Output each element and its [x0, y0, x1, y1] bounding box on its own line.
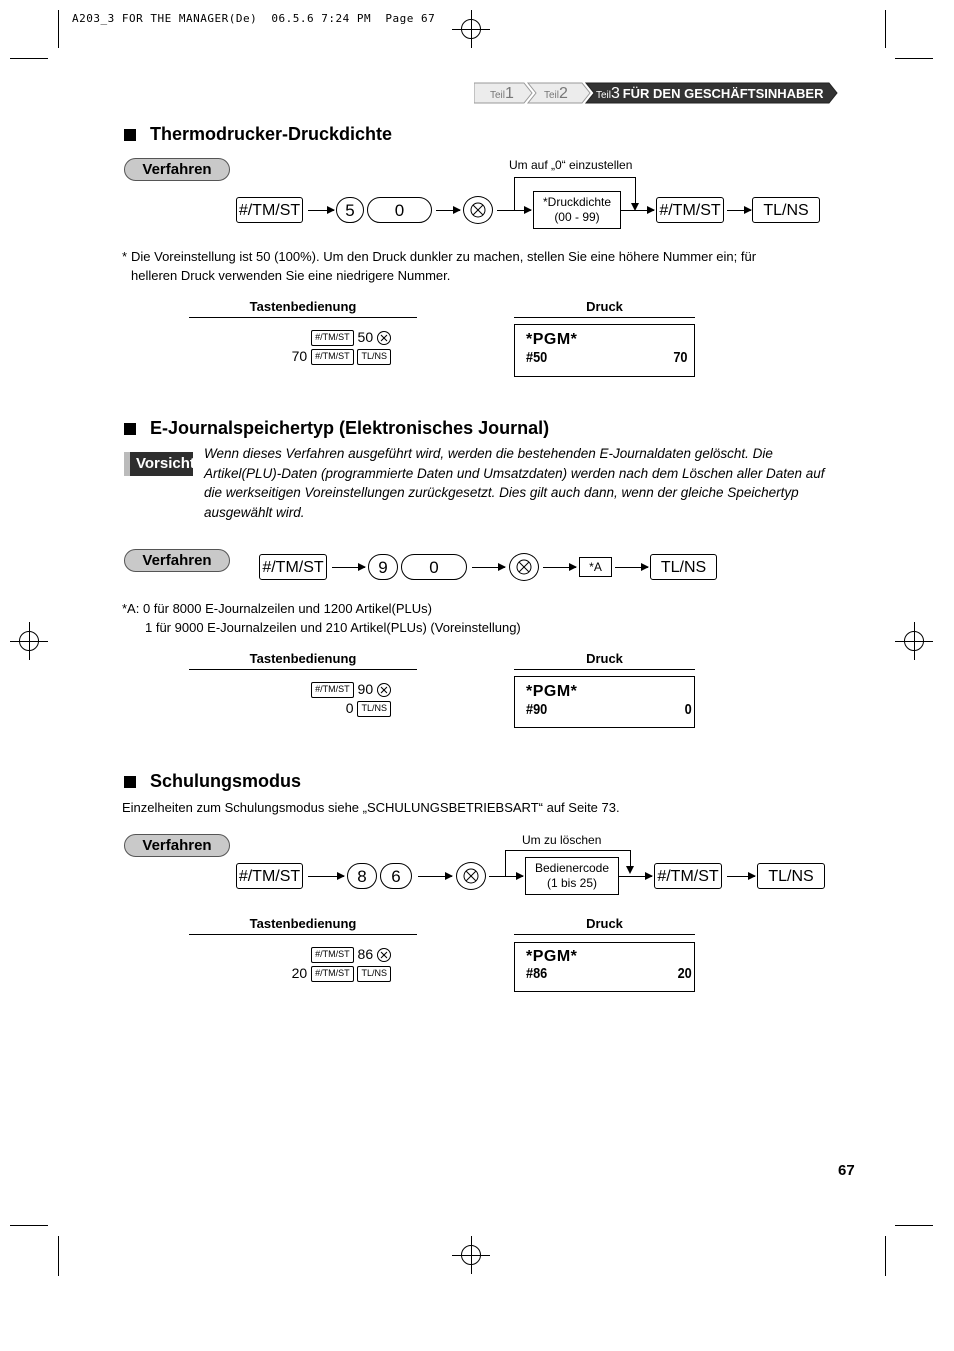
registration-mark-top — [452, 10, 490, 48]
vorsicht-badge: Vorsicht — [124, 452, 193, 476]
mini-key-tl-ns: TL/NS — [357, 701, 391, 717]
section-title-schulungsmodus: Schulungsmodus — [124, 771, 301, 792]
loop-label: Um auf „0“ einzustellen — [509, 158, 633, 172]
option-a-box: *A — [579, 557, 612, 577]
key-digit-9[interactable]: 9 — [368, 554, 398, 580]
receipt-printout: *PGM* #50 70 — [514, 324, 695, 377]
tab-teil2[interactable]: Teil2 — [544, 85, 568, 102]
druck-header: Druck — [514, 916, 695, 935]
druckdichte-input-box: *Druckdichte (00 - 99) — [533, 191, 621, 229]
footnote-star: * — [122, 249, 128, 264]
mini-key-tl-ns: TL/NS — [357, 966, 391, 982]
schulungsmodus-intro: Einzelheiten zum Schulungsmodus siehe „SCHULUNGSBETRIEBSART“ auf Seite 73. — [122, 800, 620, 815]
verfahren-badge: Verfahren — [124, 158, 230, 181]
mini-key-tm-st: #/TM/ST — [311, 330, 354, 346]
key-sequence-line1: #/TM/ST 86 — [250, 945, 391, 964]
key-sequence-line1: #/TM/ST 50 — [250, 328, 391, 347]
tastenbedienung-header: Tastenbedienung — [189, 916, 417, 935]
tastenbedienung-header: Tastenbedienung — [189, 651, 417, 670]
multiply-key-icon[interactable] — [456, 862, 486, 890]
druck-header: Druck — [514, 299, 695, 318]
print-header: A203_3 FOR THE MANAGER(De) 06.5.6 7:24 PM Page 67 — [72, 12, 436, 25]
mini-key-tm-st: #/TM/ST — [311, 682, 354, 698]
key-sequence-line2: 0 TL/NS — [250, 699, 391, 718]
mini-multiply-icon — [377, 683, 391, 697]
key-tm-st[interactable]: #/TM/ST — [236, 197, 303, 223]
mini-key-tm-st: #/TM/ST — [311, 947, 354, 963]
receipt-printout: *PGM* #90 0 — [514, 676, 695, 728]
key-sequence-line2: 20 #/TM/ST TL/NS — [250, 964, 391, 983]
tab-teil1[interactable]: Teil1 — [490, 85, 514, 102]
loop-label: Um zu löschen — [522, 833, 602, 847]
registration-mark-right — [895, 622, 933, 660]
verfahren-badge: Verfahren — [124, 549, 230, 572]
key-tm-st[interactable]: #/TM/ST — [236, 863, 303, 889]
key-digit-0[interactable]: 0 — [367, 197, 432, 223]
key-tl-ns[interactable]: TL/NS — [752, 197, 820, 223]
page-number: 67 — [838, 1162, 855, 1179]
warning-text: Wenn dieses Verfahren ausgeführt wird, werden die bestehenden E-Journaldaten gelöscht. Die Artikel(PLU)-Daten (programmierte Daten und Umsatzdaten) werden nach dem Löschen aller Daten auf die werkseitigen Voreinstellungen zurückgesetzt. Dies gilt auch dann, wenn der gleiche Speichertyp ausgewählt wird. — [204, 446, 825, 520]
tastenbedienung-header: Tastenbedienung — [189, 299, 417, 318]
key-tm-st-2[interactable]: #/TM/ST — [654, 863, 722, 889]
mini-multiply-icon — [377, 331, 391, 345]
key-digit-8[interactable]: 8 — [347, 863, 377, 889]
key-tm-st[interactable]: #/TM/ST — [259, 554, 327, 580]
section-title-druckdichte: Thermodrucker-Druckdichte — [124, 124, 392, 145]
key-tl-ns[interactable]: TL/NS — [650, 554, 717, 580]
key-sequence-line2: 70 #/TM/ST TL/NS — [250, 347, 391, 366]
mini-key-tl-ns: TL/NS — [357, 349, 391, 365]
section-title-ejournal: E-Journalspeichertyp (Elektronisches Journal) — [124, 418, 549, 439]
option-a-note-2: 1 für 9000 E-Journalzeilen und 210 Artikel(PLUs) (Voreinstellung) — [145, 620, 521, 635]
footnote-text: Die Voreinstellung ist 50 (100%). Um den Druck dunkler zu machen, stellen Sie eine höhere Nummer ein; für helleren Druck verwenden Sie eine niedrigere Nummer. — [131, 249, 757, 283]
mini-key-tm-st: #/TM/ST — [311, 349, 354, 365]
key-digit-5[interactable]: 5 — [336, 197, 364, 223]
multiply-key-icon[interactable] — [463, 196, 493, 224]
registration-mark-left — [10, 622, 48, 660]
option-a-note-1: *A: 0 für 8000 E-Journalzeilen und 1200 Artikel(PLUs) — [122, 601, 433, 616]
tab-teil3[interactable]: Teil3 FÜR DEN GESCHÄFTSINHABER — [596, 85, 824, 102]
verfahren-badge: Verfahren — [124, 834, 230, 857]
key-digit-6[interactable]: 6 — [380, 863, 412, 889]
bedienercode-input-box: Bedienercode (1 bis 25) — [525, 857, 619, 895]
key-sequence-line1: #/TM/ST 90 — [250, 680, 391, 699]
key-digit-0[interactable]: 0 — [401, 554, 467, 580]
receipt-printout: *PGM* #86 20 — [514, 942, 695, 992]
key-tl-ns[interactable]: TL/NS — [757, 863, 825, 889]
mini-multiply-icon — [377, 948, 391, 962]
key-tm-st-2[interactable]: #/TM/ST — [656, 197, 724, 223]
multiply-key-icon[interactable] — [509, 553, 539, 581]
registration-mark-bottom — [452, 1236, 490, 1274]
mini-key-tm-st: #/TM/ST — [311, 966, 354, 982]
druck-header: Druck — [514, 651, 695, 670]
